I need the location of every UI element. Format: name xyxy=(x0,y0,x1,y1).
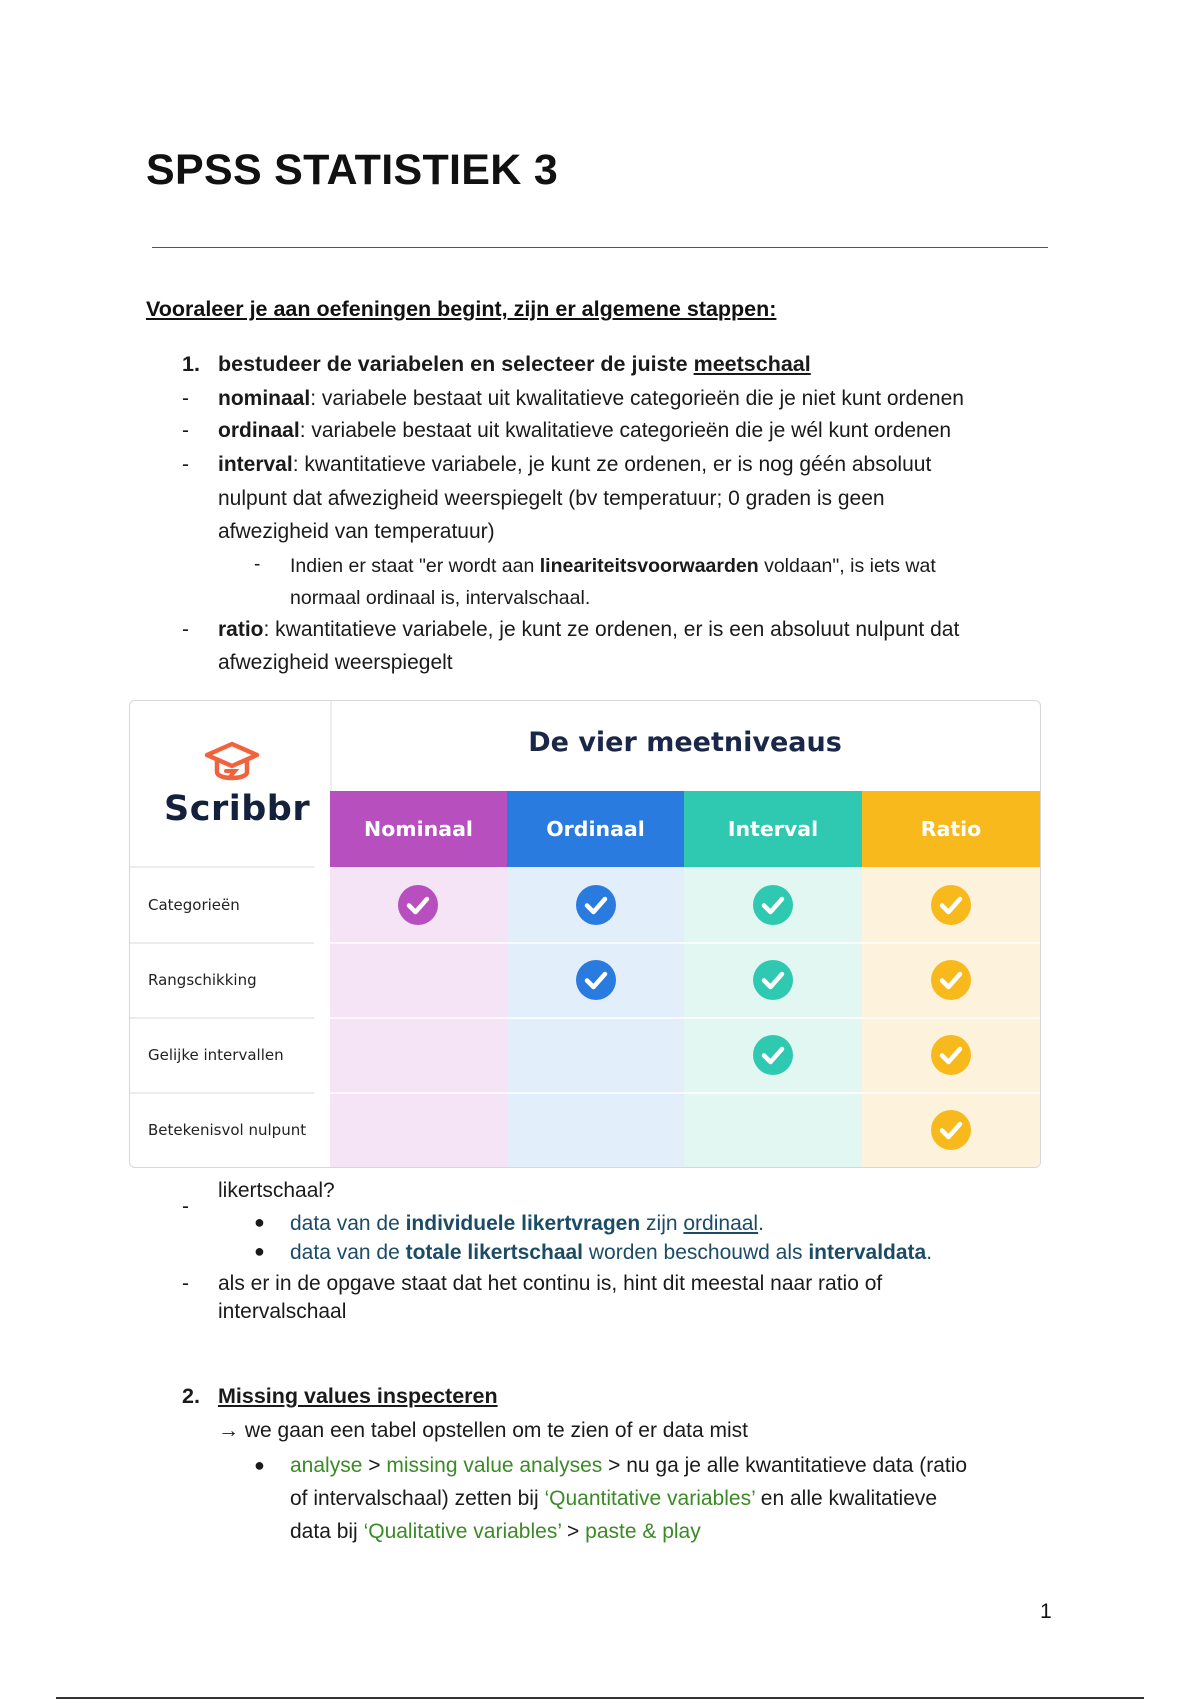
section1-number: 1. xyxy=(182,352,200,376)
section2-text4: data bij xyxy=(290,1520,364,1543)
page-bottom-rule xyxy=(56,1697,1144,1699)
col-header-ordinaal: Ordinaal xyxy=(507,791,684,867)
dash-likert: - xyxy=(182,1195,189,1218)
quantitative-variables-label: ‘Quantitative variables’ xyxy=(544,1487,755,1510)
check-icon xyxy=(930,884,972,926)
check-icon xyxy=(575,959,617,1001)
likert-b1-mid: zijn xyxy=(640,1212,684,1235)
intro-heading: Vooraleer je aan oefeningen begint, zijn er algemene stappen: xyxy=(146,297,777,321)
graduation-cap-icon xyxy=(203,741,261,787)
interval-sub-line1 xyxy=(290,550,936,583)
meetniveaus-table-image xyxy=(129,700,1041,1168)
bullet-section2: ● xyxy=(254,1455,265,1475)
meetschaal-link[interactable]: meetschaal xyxy=(693,352,811,376)
section2-number: 2. xyxy=(182,1384,200,1408)
dash-interval-sub: - xyxy=(254,554,261,575)
section2-bullet-line2 xyxy=(290,1482,937,1515)
scribbr-wordmark: Scribbr xyxy=(164,789,311,829)
interval-sub-pre: Indien er staat "er wordt aan xyxy=(290,555,540,577)
gt-separator: > xyxy=(362,1454,387,1477)
check-icon xyxy=(930,1034,972,1076)
dash-interval: - xyxy=(182,453,189,476)
interval-line3: afwezigheid van temperatuur) xyxy=(218,520,495,543)
mva-menu-path: missing value analyses xyxy=(386,1454,603,1477)
likert-b2-mid: worden beschouwd als xyxy=(583,1241,809,1264)
page-number: 1 xyxy=(1040,1600,1052,1623)
bullet-likert-1: ● xyxy=(254,1212,265,1232)
likert-b2-pre: data van de xyxy=(290,1241,406,1264)
ordinaal-link[interactable]: ordinaal xyxy=(683,1212,759,1235)
qualitative-variables-label: ‘Qualitative variables’ xyxy=(363,1520,562,1543)
nominaal-text: : variabele bestaat uit kwalitatieve categorieën die je niet kunt ordenen xyxy=(310,387,964,410)
grid-separator xyxy=(330,1017,1040,1019)
dash-continu: - xyxy=(182,1272,189,1295)
title-divider xyxy=(152,247,1048,248)
document-title: SPSS STATISTIEK 3 xyxy=(146,146,559,194)
ratio-line1 xyxy=(218,613,959,646)
check-icon xyxy=(752,1034,794,1076)
row-label-betekenisvol-nulpunt: Betekenisvol nulpunt xyxy=(148,1121,307,1139)
row-label-categorieen: Categorieën xyxy=(148,896,240,914)
col-header-interval: Interval xyxy=(684,791,862,867)
check-icon xyxy=(752,884,794,926)
section2-bullet-line1 xyxy=(290,1449,967,1482)
ordinaal-term: ordinaal xyxy=(218,419,300,442)
row-label-gelijke-intervallen: Gelijke intervallen xyxy=(148,1046,284,1064)
interval-text1: : kwantitatieve variabele, je kunt ze ordenen, er is nog géén absoluut xyxy=(292,453,932,476)
gt-separator: > xyxy=(561,1520,586,1543)
check-icon xyxy=(752,959,794,1001)
likert-b1-end: . xyxy=(758,1212,764,1235)
ratio-term: ratio xyxy=(218,618,264,641)
likert-b1-pre: data van de xyxy=(290,1212,406,1235)
section2-heading: Missing values inspecteren xyxy=(218,1384,498,1408)
nominaal-line xyxy=(218,382,964,415)
section2-arrow-line: → we gaan een tabel opstellen om te zien of er data mist xyxy=(218,1419,748,1442)
check-icon xyxy=(930,959,972,1001)
paste-play-label: paste & play xyxy=(585,1520,701,1543)
dash-ordinaal: - xyxy=(182,419,189,442)
bullet-likert-2: ● xyxy=(254,1241,265,1261)
ordinaal-text: : variabele bestaat uit kwalitatieve categorieën die je wél kunt ordenen xyxy=(299,419,952,442)
continu-line1: als er in de opgave staat dat het continu is, hint dit meestal naar ratio of xyxy=(218,1272,883,1295)
nominaal-term: nominaal xyxy=(218,387,311,410)
dash-ratio: - xyxy=(182,618,189,641)
interval-sub-line2: normaal ordinaal is, intervalschaal. xyxy=(290,587,591,609)
ratio-line2: afwezigheid weerspiegelt xyxy=(218,651,453,674)
section2-bullet-line3 xyxy=(290,1515,701,1548)
table-title: De vier meetniveaus xyxy=(528,727,842,758)
interval-term: interval xyxy=(218,453,293,476)
col-header-nominaal: Nominaal xyxy=(330,791,507,867)
likert-b1-bold: individuele likertvragen xyxy=(405,1212,641,1235)
analyse-menu-path: analyse xyxy=(290,1454,363,1477)
section2-text3: en alle kwalitatieve xyxy=(754,1487,938,1510)
ratio-text1: : kwantitatieve variabele, je kunt ze ordenen, er is een absoluut nulpunt dat xyxy=(263,618,960,641)
section2-text1: > nu ga je alle kwantitatieve data (ratio xyxy=(602,1454,968,1477)
section1-heading-text: bestudeer de variabelen en selecteer de juiste xyxy=(218,352,694,376)
section2-text2: of intervalschaal) zetten bij xyxy=(290,1487,545,1510)
ordinaal-line xyxy=(218,414,951,447)
check-icon xyxy=(575,884,617,926)
interval-line1 xyxy=(218,448,931,481)
interval-sub-bold: lineariteitsvoorwaarden xyxy=(539,555,759,577)
interval-sub-post: voldaan", is iets wat xyxy=(758,555,936,577)
scribbr-logo xyxy=(130,701,332,866)
grid-separator xyxy=(330,942,1040,944)
check-icon xyxy=(930,1109,972,1151)
dash-nominaal: - xyxy=(182,387,189,410)
likert-b2-bold: totale likertschaal xyxy=(405,1241,584,1264)
col-header-ratio: Ratio xyxy=(862,791,1040,867)
interval-line2: nulpunt dat afwezigheid weerspiegelt (bv temperatuur; 0 graden is geen xyxy=(218,487,885,510)
grid-separator xyxy=(330,1092,1040,1094)
check-icon xyxy=(397,884,439,926)
likert-b2-bold2: intervaldata xyxy=(808,1241,927,1264)
likert-bullet-2 xyxy=(290,1236,932,1269)
section1-heading xyxy=(218,348,811,381)
likert-b2-end: . xyxy=(926,1241,933,1264)
likert-label: likertschaal? xyxy=(218,1179,335,1202)
row-label-rangschikking: Rangschikking xyxy=(148,971,257,989)
continu-line2: intervalschaal xyxy=(218,1300,347,1323)
